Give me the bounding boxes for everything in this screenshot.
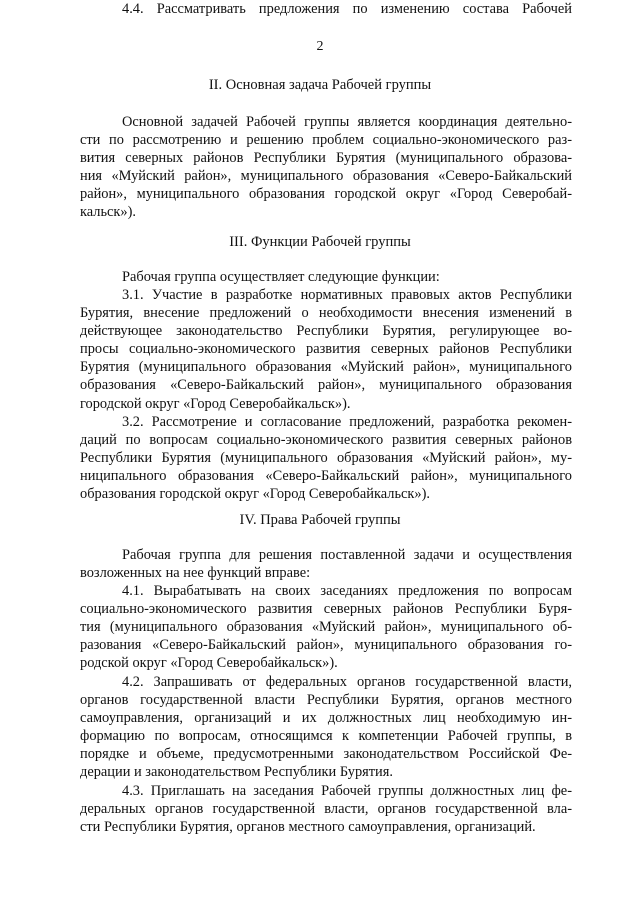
paragraph xyxy=(80,286,572,413)
text-line: 4.4. Рассматривать предложения по изменению состава Рабочей xyxy=(122,1,572,17)
text-line: 3.1. Участие в разработке нормативных правовых актов Республики xyxy=(122,287,572,303)
text-line: образования «Северо-Байкальский район», муниципального образования xyxy=(80,377,572,394)
text-line: просы социально-экономического развития северных районов Республики xyxy=(80,341,572,358)
section-heading: III. Функции Рабочей группы xyxy=(229,234,411,250)
paragraph xyxy=(80,546,572,582)
text-line: Бурятия, внесение предложений о необходимости внесения изменений в xyxy=(80,305,572,322)
text-line: даций по вопросам социально-экономического развития северных районов xyxy=(80,432,572,449)
page-number: 2 xyxy=(316,39,324,54)
paragraph xyxy=(80,582,572,672)
text-line: формацию по вопросам, относящимся к компетенции Рабочей группы, в xyxy=(80,728,572,745)
text-line: 4.1. Вырабатывать на своих заседаниях предложения по вопросам xyxy=(122,583,572,599)
text-line: разования «Северо-Байкальский район», муниципального образования го- xyxy=(80,637,572,654)
text-line: самоуправления, организаций и их должностных лиц необходимую ин- xyxy=(80,710,572,727)
text-line: порядке и объеме, предусмотренными законодательством Российской Фе- xyxy=(80,746,572,763)
text-line: тия (муниципального образования «Муйский район», муниципального об- xyxy=(80,619,572,636)
text-line: 4.2. Запрашивать от федеральных органов государственной власти, xyxy=(122,674,572,690)
text-line: действующее законодательство Республики Бурятия, регулирующее во- xyxy=(80,323,572,340)
text-line: дерации и законодательством Республики Бурятия. xyxy=(80,764,393,781)
paragraph xyxy=(80,782,572,836)
text-line: образования городской округ «Город Северобайкальск»). xyxy=(80,486,430,503)
paragraph xyxy=(80,0,572,18)
section-heading: IV. Права Рабочей группы xyxy=(239,512,401,528)
section-heading: II. Основная задача Рабочей группы xyxy=(208,77,432,93)
text-line: Рабочая группа для решения поставленной задачи и осуществления xyxy=(122,547,572,563)
text-line: сти Республики Бурятия, органов местного самоуправления, организаций. xyxy=(80,819,536,836)
paragraph xyxy=(80,673,572,782)
text-line: родской округ «Город Северобайкальск»). xyxy=(80,655,338,672)
paragraph xyxy=(80,113,572,222)
text-line: социально-экономического развития северных районов Республики Буря- xyxy=(80,601,572,618)
text-line: 4.3. Приглашать на заседания Рабочей группы должностных лиц фе- xyxy=(122,783,572,799)
text-line: сти по рассмотрению и решению проблем социально-экономического раз- xyxy=(80,132,572,149)
text-line: возложенных на нее функций вправе: xyxy=(80,565,311,582)
paragraph xyxy=(80,413,572,503)
text-line: деральных органов государственной власти, органов государственной вла- xyxy=(80,801,572,818)
text-line: органов государственной власти Республики Бурятия, органов местного xyxy=(80,692,572,709)
paragraph xyxy=(80,268,572,286)
text-line: кальск»). xyxy=(80,204,136,221)
text-line: вития северных районов Республики Бурятия (муниципального образова- xyxy=(80,150,572,167)
text-line: Республики Бурятия (муниципального образования «Муйский район», му- xyxy=(80,450,572,467)
text-line: 3.2. Рассмотрение и согласование предложений, разработка рекомен- xyxy=(122,414,572,430)
text-line: Бурятия (муниципального образования «Муйский район», муниципального xyxy=(80,359,572,376)
text-line: Рабочая группа осуществляет следующие функции: xyxy=(122,269,440,285)
text-line: район», муниципального образования городской округ «Город Северобай- xyxy=(80,186,572,203)
text-line: ния «Муйский район», муниципального образования «Северо-Байкальский xyxy=(80,168,572,185)
text-line: ниципального образования «Северо-Байкальский район», муниципального xyxy=(80,468,572,485)
text-line: городской округ «Город Северобайкальск»). xyxy=(80,395,351,412)
text-line: Основной задачей Рабочей группы является координация деятельно- xyxy=(122,114,572,130)
